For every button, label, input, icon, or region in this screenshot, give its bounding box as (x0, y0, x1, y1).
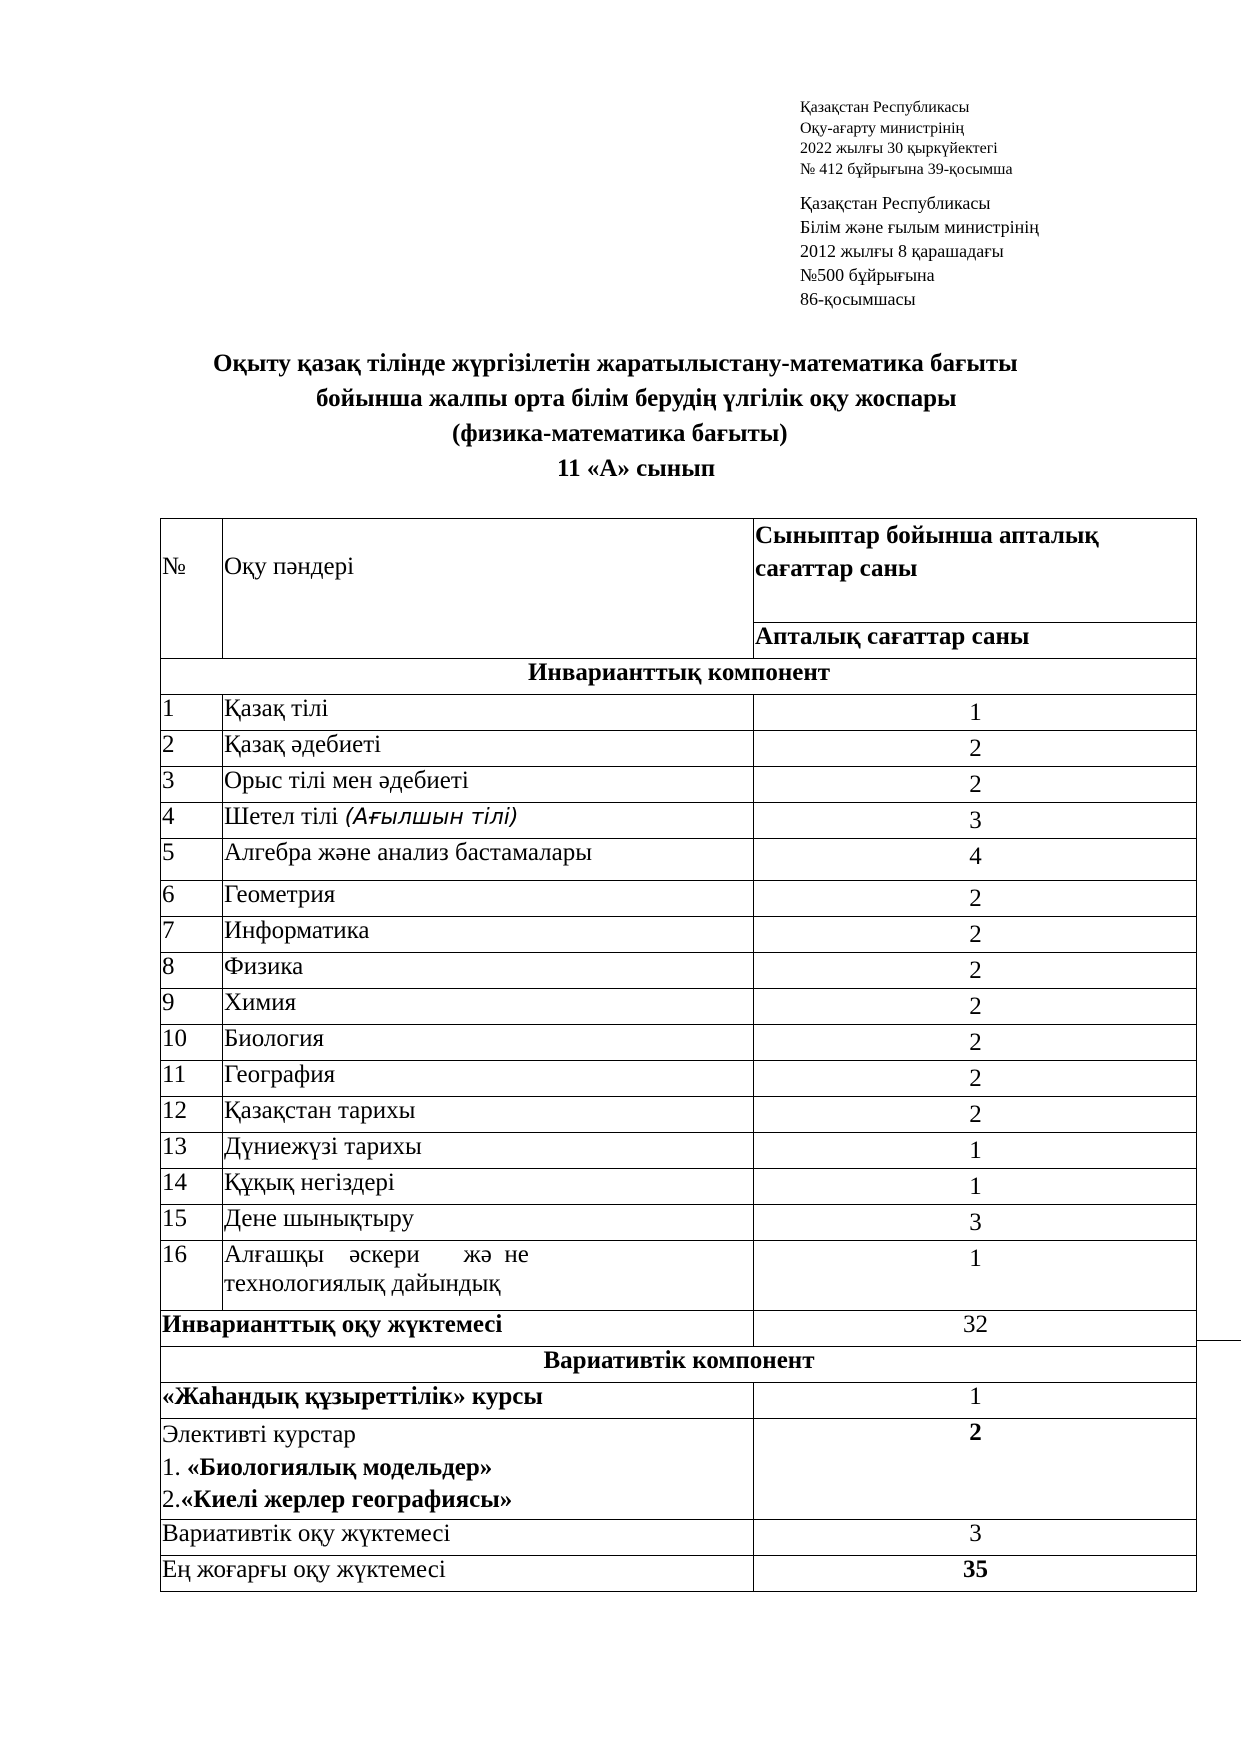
subject-name: География (223, 1061, 754, 1097)
row-number: 7 (161, 917, 223, 953)
row-number: 4 (161, 803, 223, 839)
subject-name: Қазақ әдебиеті (223, 731, 754, 767)
section-variative: Вариативтік компонент (161, 1347, 1197, 1383)
table-row (161, 1205, 1197, 1241)
variative-total-label: Вариативтік оқу жүктемесі (161, 1520, 754, 1556)
table-row (161, 731, 1197, 767)
subject-name: Химия (223, 989, 754, 1025)
subject-hours: 2 (754, 953, 1197, 989)
invariant-total-label: Инварианттық оқу жүктемесі (161, 1311, 754, 1347)
global-course-hours: 1 (754, 1383, 1197, 1419)
order-reference-2022 (800, 100, 1013, 182)
column-subheader-weekly-hours: Апталық сағаттар саны (754, 623, 1197, 659)
table-row (161, 881, 1197, 917)
header-line: Білім және ғылым министрінің (800, 217, 1039, 237)
subject-name: Қазақ тілі (223, 695, 754, 731)
title-line: Оқыту қазақ тілінде жүргізілетін жаратылыстану-математика бағыты (213, 350, 1018, 377)
max-load-value: 35 (754, 1556, 1197, 1592)
subject-hours: 2 (754, 1061, 1197, 1097)
table-row (161, 1241, 1197, 1311)
max-load-label: Ең жоғарғы оқу жүктемесі (161, 1556, 754, 1592)
subject-name: Орыс тілі мен әдебиеті (223, 767, 754, 803)
subject-name: Құқық негіздері (223, 1169, 754, 1205)
row-number: 10 (161, 1025, 223, 1061)
column-header-hours: Сыныптар бойынша апталық сағаттар саны (754, 519, 1197, 623)
table-row (161, 803, 1197, 839)
table-border-extension (1196, 1340, 1241, 1341)
subject-note: (Ағылшын тілі) (344, 805, 519, 830)
title-line: (физика-математика бағыты) (452, 420, 788, 447)
row-number: 13 (161, 1133, 223, 1169)
row-number: 16 (161, 1241, 223, 1311)
row-number: 3 (161, 767, 223, 803)
row-number: 15 (161, 1205, 223, 1241)
subject-name: Дүниежүзі тарихы (223, 1133, 754, 1169)
elective-item: «Киелі жерлер географиясы» (180, 1486, 513, 1513)
elective-label: Элективті курстар (162, 1421, 356, 1448)
table-row (161, 1097, 1197, 1133)
subject-hours: 1 (754, 695, 1197, 731)
subject-hours: 2 (754, 1025, 1197, 1061)
subject-name: Алгебра және анализ бастамалары (223, 839, 754, 881)
elective-hours: 2 (754, 1419, 1197, 1520)
subject-hours: 1 (754, 1133, 1197, 1169)
row-number: 1 (161, 695, 223, 731)
variative-total-value: 3 (754, 1520, 1197, 1556)
row-number: 8 (161, 953, 223, 989)
table-row (161, 1169, 1197, 1205)
subject-hours: 1 (754, 1169, 1197, 1205)
elective-courses: Элективті курстар 1. «Биологиялық модельдер» 2.«Киелі жерлер географиясы» (161, 1419, 754, 1520)
subject-name: Биология (223, 1025, 754, 1061)
subject-name: Дене шынықтыру (223, 1205, 754, 1241)
header-line: 2022 жылғы 30 қыркүйектегі (800, 140, 998, 157)
subject-hours: 2 (754, 881, 1197, 917)
header-line: №500 бұйрығына (800, 265, 935, 285)
global-course-label: «Жаһандық құзыреттілік» курсы (161, 1383, 754, 1419)
subject-hours: 3 (754, 803, 1197, 839)
title-line: бойынша жалпы орта білім берудің үлгілік оқу жоспары (316, 385, 957, 412)
table-row (161, 989, 1197, 1025)
elective-item: «Биологиялық модельдер» (187, 1453, 493, 1481)
subject-name: Геометрия (223, 881, 754, 917)
subject-hours: 3 (754, 1205, 1197, 1241)
table-row (161, 1025, 1197, 1061)
column-header-subjects: Оқу пәндері (223, 519, 754, 659)
header-line: Қазақстан Республикасы (800, 193, 991, 213)
section-invariant: Инварианттық компонент (161, 659, 1197, 695)
header-line: 2012 жылғы 8 қарашадағы (800, 241, 1004, 261)
row-number: 6 (161, 881, 223, 917)
document-title (0, 350, 1241, 490)
curriculum-table (160, 518, 1197, 1592)
row-number: 9 (161, 989, 223, 1025)
table-row (161, 767, 1197, 803)
table-row (161, 1061, 1197, 1097)
table-row (161, 839, 1197, 881)
subject-name: Шетел тілі (Ағылшын тілі) (223, 803, 754, 839)
row-number: 2 (161, 731, 223, 767)
subject-hours: 2 (754, 917, 1197, 953)
subject-hours: 2 (754, 1097, 1197, 1133)
subject-hours: 1 (754, 1241, 1197, 1311)
subject-hours: 4 (754, 839, 1197, 881)
column-header-number: № (161, 519, 223, 659)
order-reference-2012 (800, 194, 1039, 314)
title-line: 11 «А» сынып (557, 455, 716, 482)
header-line: Оқу-ағарту министрінің (800, 119, 965, 137)
table-row (161, 695, 1197, 731)
header-line: 86-қосымшасы (800, 289, 916, 309)
invariant-total-value: 32 (754, 1311, 1197, 1347)
table-row (161, 917, 1197, 953)
row-number: 11 (161, 1061, 223, 1097)
table-row (161, 1133, 1197, 1169)
row-number: 12 (161, 1097, 223, 1133)
table-row (161, 953, 1197, 989)
subject-name: Алғашқы әскери жә не технологиялық дайындық (223, 1241, 754, 1311)
subject-name: Информатика (223, 917, 754, 953)
subject-hours: 2 (754, 989, 1197, 1025)
row-number: 5 (161, 839, 223, 881)
header-line: № 412 бұйрығына 39-қосымша (800, 160, 1013, 178)
subject-name: Физика (223, 953, 754, 989)
subject-hours: 2 (754, 767, 1197, 803)
subject-name: Қазақстан тарихы (223, 1097, 754, 1133)
subject-hours: 2 (754, 731, 1197, 767)
header-line: Қазақстан Республикасы (800, 99, 970, 116)
row-number: 14 (161, 1169, 223, 1205)
